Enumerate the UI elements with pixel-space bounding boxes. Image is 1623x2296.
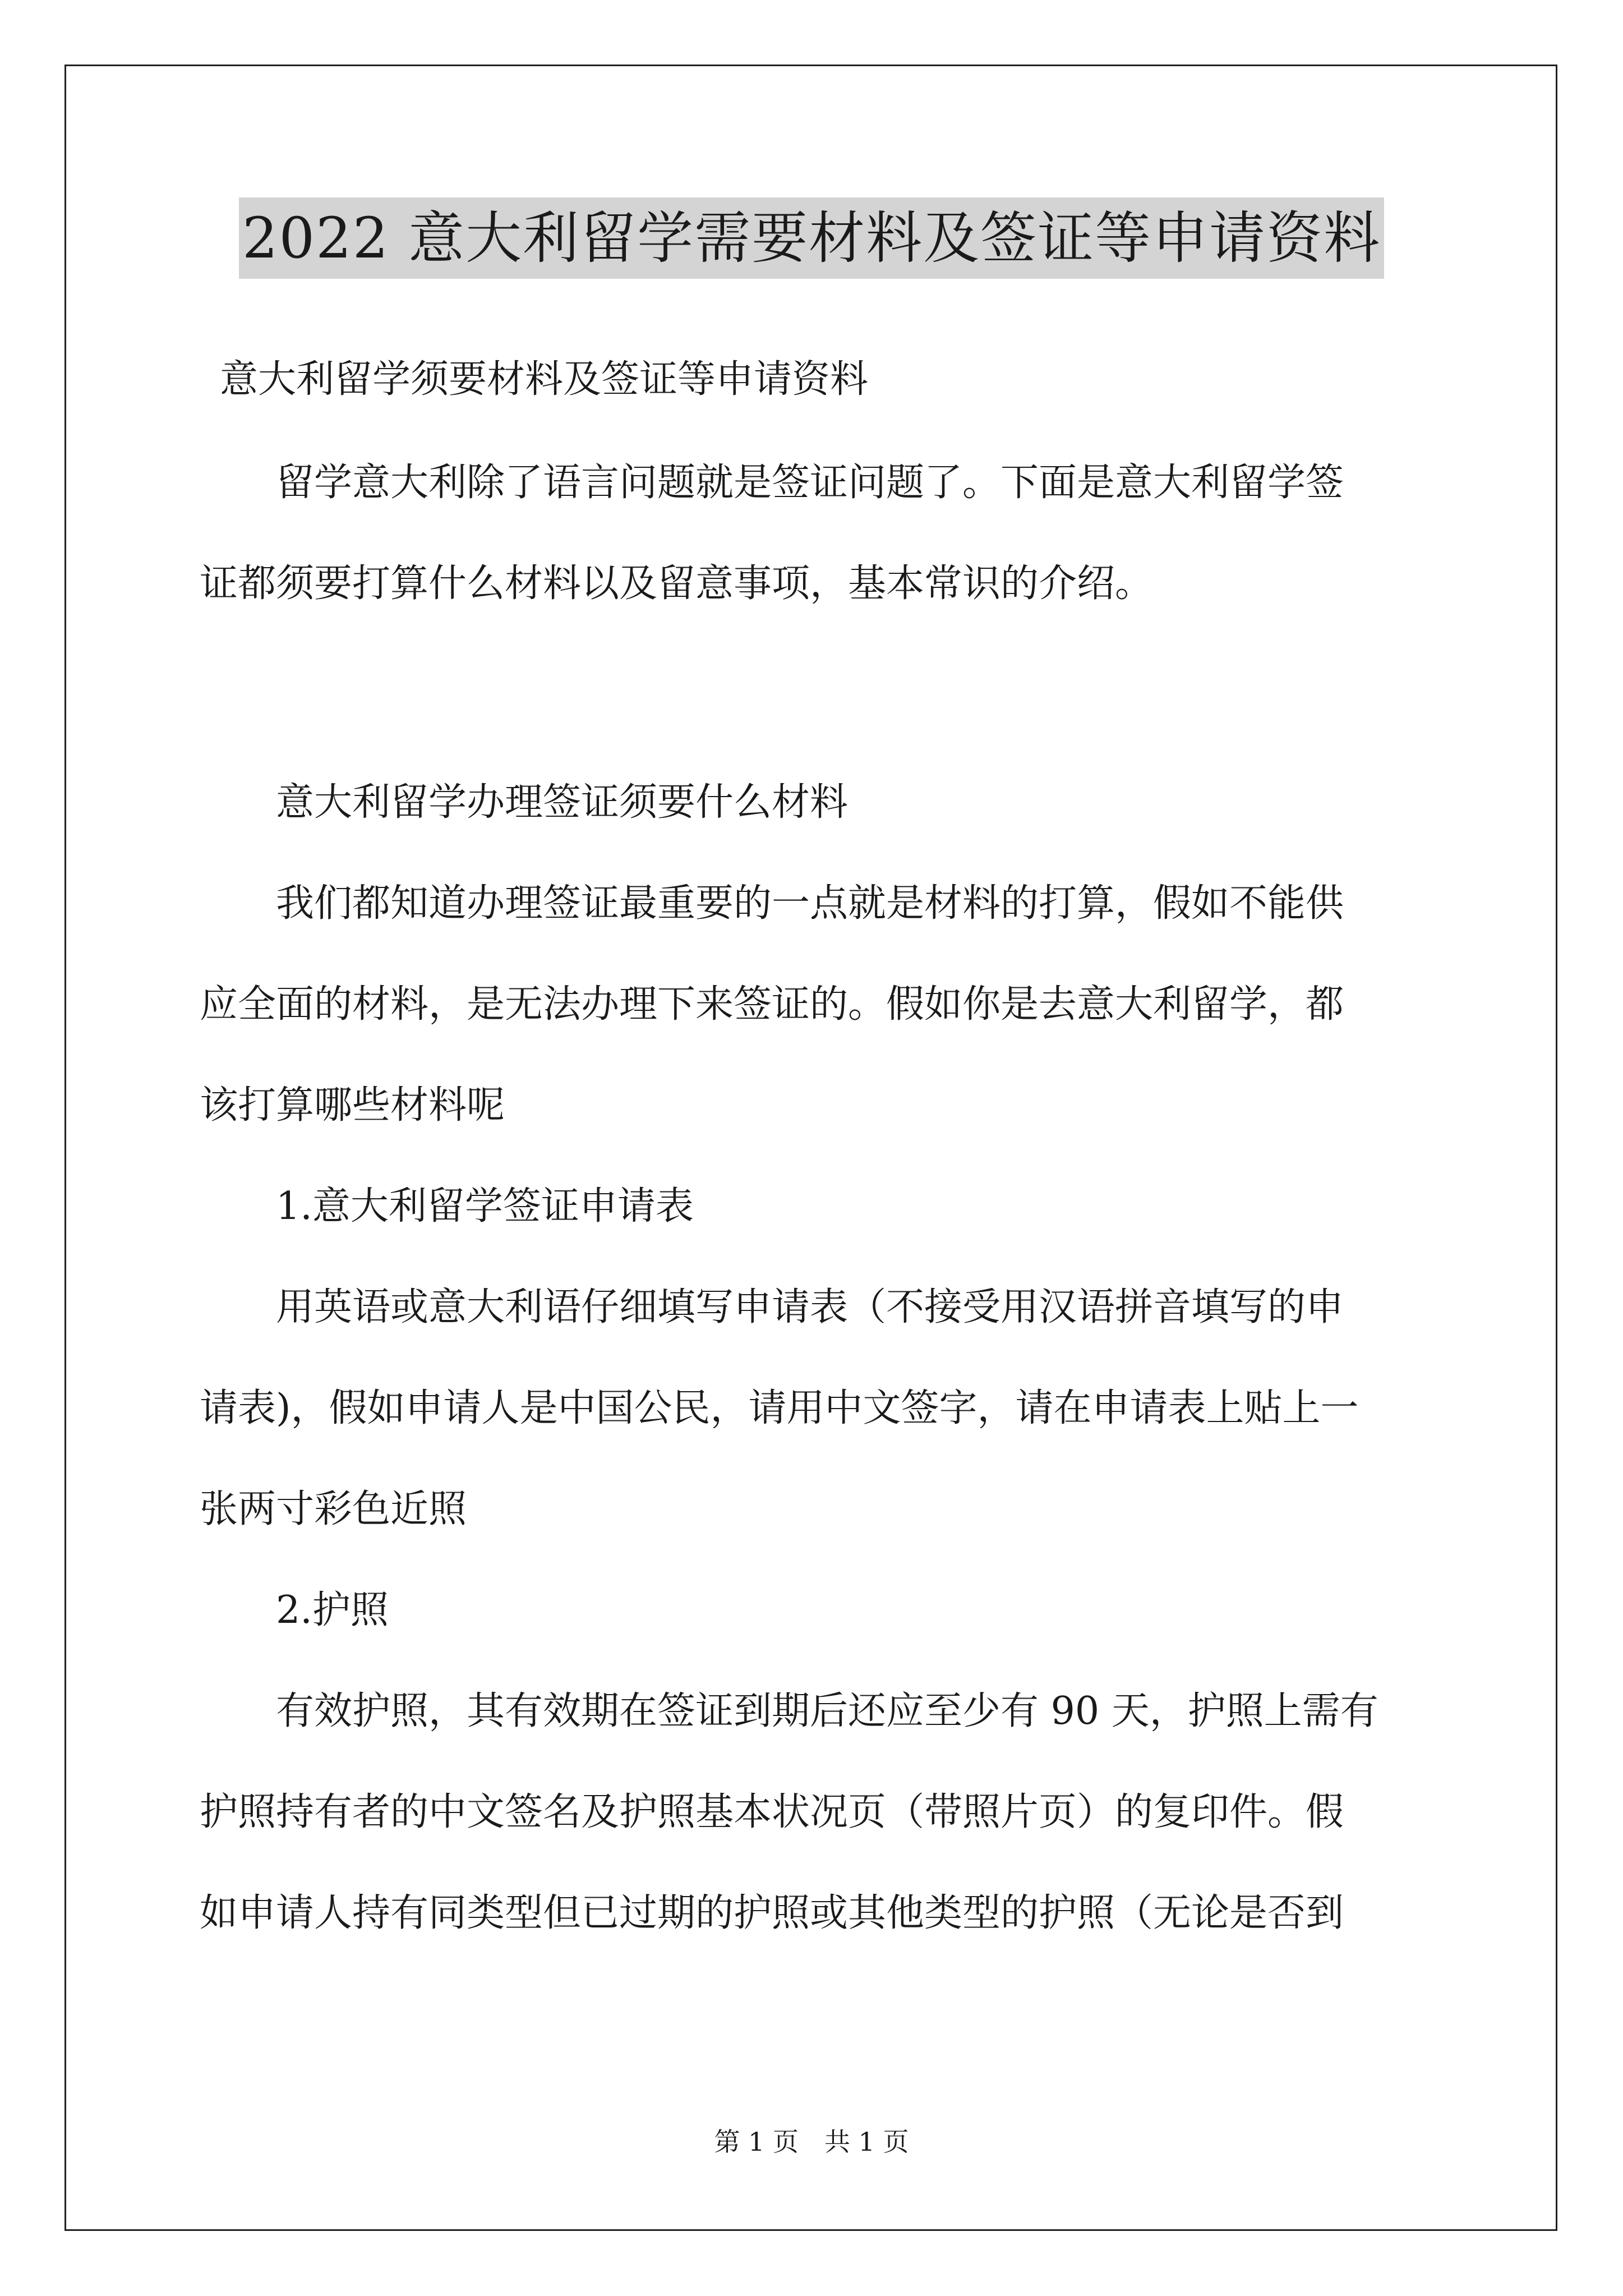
text-line: 2.护照 (200, 1588, 389, 1632)
text-line: 证都须要打算什么材料以及留意事项，基本常识的介绍。 (200, 562, 1154, 606)
text-line: 如申请人持有同类型但已过期的护照或其他类型的护照（无论是否到 (200, 1891, 1344, 1935)
title-container (0, 197, 1623, 279)
text-line: 留学意大利除了语言问题就是签证问题了。下面是意大利留学签 (200, 461, 1344, 505)
text-line: 该打算哪些材料呢 (200, 1083, 505, 1128)
text-line: 请表)，假如申请人是中国公民，请用中文签字，请在申请表上贴上一 (200, 1386, 1359, 1430)
text-line: 张两寸彩色近照 (200, 1487, 467, 1531)
item-heading-passport (200, 1585, 1433, 1636)
text-line: 意大利留学办理签证须要什么材料 (200, 780, 849, 825)
text-line: 我们都知道办理签证最重要的一点就是材料的打算，假如不能供 (200, 881, 1344, 926)
paragraph-intro (200, 458, 1433, 609)
text-line: 用英语或意大利语仔细填写申请表（不接受用汉语拼音填写的申 (200, 1285, 1344, 1329)
page-number-footer: 第 1 页 共 1 页 (714, 2127, 909, 2157)
item-heading-application-form (200, 1181, 1433, 1232)
document-subtitle: 意大利留学须要材料及签证等申请资料 (220, 357, 869, 402)
text-line: 有效护照，其有效期在签证到期后还应至少有 90 天，护照上需有 (200, 1689, 1378, 1733)
paragraph-passport (200, 1686, 1433, 1939)
text-line: 1.意大利留学签证申请表 (200, 1184, 694, 1228)
paragraph-application-form (200, 1282, 1433, 1535)
paragraph-materials (200, 878, 1433, 1131)
document-title: 2022 意大利留学需要材料及签证等申请资料 (239, 197, 1384, 279)
text-line: 护照持有者的中文签名及护照基本状况页（带照片页）的复印件。假 (200, 1790, 1344, 1834)
section-heading-materials (200, 777, 1433, 828)
text-line: 应全面的材料，是无法办理下来签证的。假如你是去意大利留学，都 (200, 982, 1344, 1027)
